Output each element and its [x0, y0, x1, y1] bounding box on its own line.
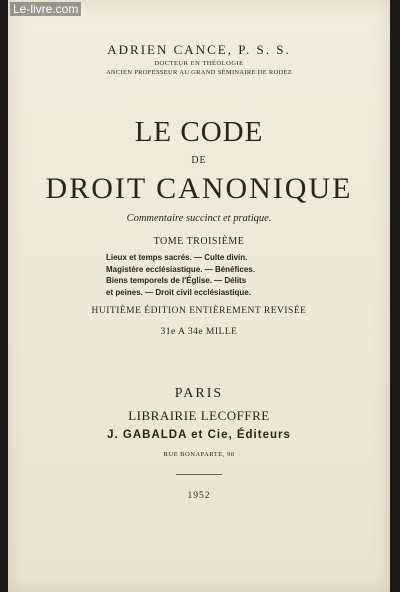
imprint-publisher: J. GABALDA et Cie, Éditeurs [107, 429, 291, 441]
title-page [8, 0, 390, 592]
contents-line: Biens temporels de l'Église. — Délits [106, 276, 247, 285]
book-subtitle: Commentaire succinct et pratique. [126, 213, 272, 224]
watermark: Le-livre.com [10, 2, 81, 16]
contents-line: Lieux et temps sacrés. — Culte divin. [106, 253, 248, 262]
author-credential: ANCIEN PROFESSEUR AU GRAND SÉMINAIRE DE RODEZ [105, 69, 293, 76]
book-title-line2: DROIT CANONIQUE [45, 172, 353, 205]
publication-year: 1952 [187, 491, 211, 501]
author-credential: DOCTEUR EN THÉOLOGIE [154, 60, 244, 67]
imprint-address: RUE BONAPARTE, 90 [163, 451, 235, 458]
volume-contents [106, 252, 296, 298]
printing-statement: 31e A 34e MILLE [160, 327, 238, 337]
divider [176, 474, 222, 475]
author-name: ADRIEN CANCE, P. S. S. [107, 42, 291, 57]
volume-number: TOME TROISIÈME [153, 236, 245, 247]
book-title-de: DE [191, 155, 207, 166]
imprint-city: PARIS [174, 386, 224, 401]
contents-line: Magistère ecclésiastique. — Bénéfices. [106, 264, 255, 274]
edition-statement: HUITIÈME ÉDITION ENTIÈREMENT REVISÉE [91, 306, 307, 316]
book-title-line1: LE CODE [134, 116, 264, 148]
imprint-library: LIBRAIRIE LECOFFRE [128, 408, 270, 423]
contents-line: et peines. — Droit civil ecclésiastique. [106, 287, 251, 297]
